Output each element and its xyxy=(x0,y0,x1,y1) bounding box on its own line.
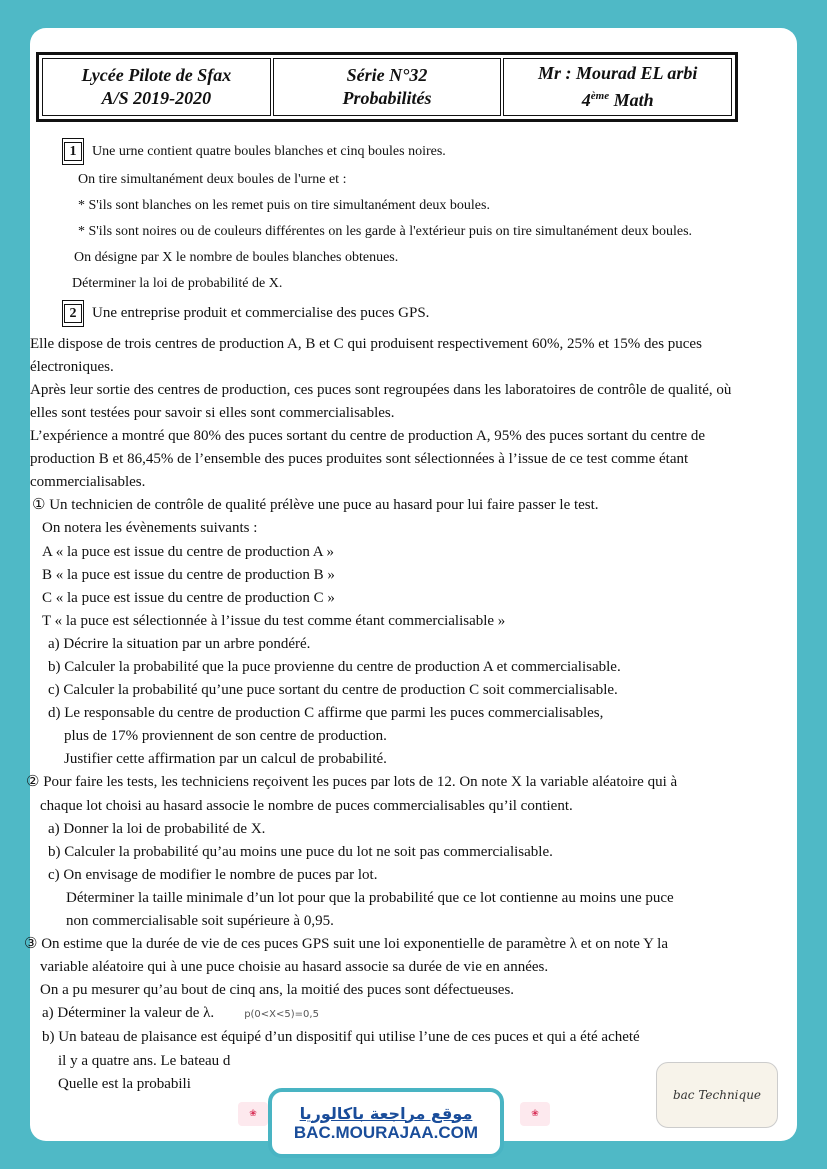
subject-title: Probabilités xyxy=(342,88,432,108)
ex2-text: Quelle est la probabili xyxy=(58,1075,191,1092)
ex1-number-box: 1 xyxy=(62,138,84,165)
event-c: C « la puce est issue du centre de production C » xyxy=(42,589,335,606)
ex2-text: On notera les évènements suivants : xyxy=(42,520,258,537)
ex2-text: plus de 17% proviennent de son centre de production. xyxy=(64,728,387,745)
handwritten-note: p(0<X<5)=0,5 xyxy=(244,1009,319,1021)
ex2-paragraph: Elle dispose de trois centres de production A, B et C qui produisent respectivement 60%, 25% et 15% des puces électroniques. xyxy=(30,335,702,375)
ex2-subquestion: b) Un bateau de plaisance est équipé d’un dispositif qui utilise l’une de ces puces et qui a été acheté xyxy=(42,1029,640,1046)
school-year: A/S 2019-2020 xyxy=(101,88,212,108)
ex1-line: Déterminer la loi de probabilité de X. xyxy=(72,276,283,292)
ex2-subquestion: c) Calculer la probabilité qu’une puce sortant du centre de production C soit commercialisable. xyxy=(48,682,618,699)
ex1-intro: 1 Une urne contient quatre boules blanches et cinq boules noires. xyxy=(62,138,750,165)
ex2-text: chaque lot choisi au hasard associe le nombre de puces commercialisables qu’il contient. xyxy=(40,797,573,814)
ex2-question-2: ② Pour faire les tests, les techniciens reçoivent les puces par lots de 12. On note X la variable aléatoire qui à xyxy=(26,774,678,791)
ex2-question-1: ① Un technicien de contrôle de qualité prélève une puce au hasard pour lui faire passer le test. xyxy=(32,497,599,514)
ex2-paragraph: Après leur sortie des centres de production, ces puces sont regroupées dans les laboratoires de contrôle de qualité, où elles sont testées pour savoir si elles sont commercialisables. xyxy=(30,381,732,421)
header-serie-cell xyxy=(273,58,502,116)
ex2-number-box: 2 xyxy=(62,300,84,327)
ex1-line: On désigne par X le nombre de boules blanches obtenues. xyxy=(74,250,399,266)
ex2-text: il y a quatre ans. Le bateau d xyxy=(58,1052,231,1069)
ex2-text: variable aléatoire qui à une puce choisie au hasard associe sa durée de vie en années. xyxy=(40,959,549,976)
website-banner[interactable] xyxy=(268,1088,504,1158)
event-a: A « la puce est issue du centre de production A » xyxy=(42,543,335,560)
ex1-line: On tire simultanément deux boules de l'urne et : xyxy=(78,172,347,188)
event-t: T « la puce est sélectionnée à l’issue du test comme étant commercialisable » xyxy=(42,612,506,629)
class-level: 4ème Math xyxy=(581,90,654,110)
header-table xyxy=(36,52,738,122)
logo-icon: ❀ xyxy=(238,1102,268,1126)
banner-url[interactable]: BAC.MOURAJAA.COM xyxy=(293,1122,479,1142)
bac-technique-stamp: bac Technique xyxy=(656,1062,778,1128)
ex2-subquestion: c) On envisage de modifier le nombre de puces par lot. xyxy=(48,866,378,883)
ex1-line: * S'ils sont noires ou de couleurs différentes on les garde à l'extérieur puis on tire simultanément deux boules. xyxy=(78,224,693,240)
ex2-subquestion: a) Déterminer la valeur de λ. p(0<X<5)=0,5 xyxy=(42,1005,319,1022)
ex2-subquestion: b) Calculer la probabilité que la puce provienne du centre de production A et commercialisable. xyxy=(48,658,621,675)
teacher-name: Mr : Mourad EL arbi xyxy=(537,63,698,83)
event-b: B « la puce est issue du centre de production B » xyxy=(42,566,335,583)
ex2-text: Déterminer la taille minimale d’un lot pour que la probabilité que ce lot contienne au moins une puce xyxy=(66,889,674,906)
header-school-cell xyxy=(42,58,271,116)
ex2-text: non commercialisable soit supérieure à 0,95. xyxy=(66,913,334,929)
header-teacher-cell xyxy=(503,58,732,116)
serie-number: Série N°32 xyxy=(346,65,428,85)
banner-arabic-text: موقع مراجعة باكالوريا xyxy=(299,1103,473,1123)
ex2-subquestion: d) Le responsable du centre de production C affirme que parmi les puces commercialisables, xyxy=(48,705,604,722)
school-name: Lycée Pilote de Sfax xyxy=(81,65,232,85)
ex2-subquestion: b) Calculer la probabilité qu’au moins une puce du lot ne soit pas commercialisable. xyxy=(48,843,553,860)
ex2-text: On a pu mesurer qu’au bout de cinq ans, la moitié des puces sont défectueuses. xyxy=(40,982,515,999)
ex2-question-3: ③ On estime que la durée de vie de ces puces GPS suit une loi exponentielle de paramètre λ et on note Y la xyxy=(24,936,668,953)
exam-content xyxy=(24,138,750,1096)
ex2-paragraph: L’expérience a montré que 80% des puces sortant du centre de production A, 95% des puces sortant du centre de production B et 86,45% de l’ensemble des puces produites sont sélectionnées à l’issue de ce test comme étant commercialisables. xyxy=(30,428,706,491)
ex1-line: * S'ils sont blanches on les remet puis on tire simultanément deux boules. xyxy=(78,198,490,214)
ex2-text: Justifier cette affirmation par un calcul de probabilité. xyxy=(64,751,387,768)
ex2-subquestion: a) Décrire la situation par un arbre pondéré. xyxy=(48,635,311,652)
logo-icon: ❀ xyxy=(520,1102,550,1126)
ex2-subquestion: a) Donner la loi de probabilité de X. xyxy=(48,820,266,837)
ex2-intro: 2 Une entreprise produit et commercialise des puces GPS. xyxy=(62,300,750,327)
